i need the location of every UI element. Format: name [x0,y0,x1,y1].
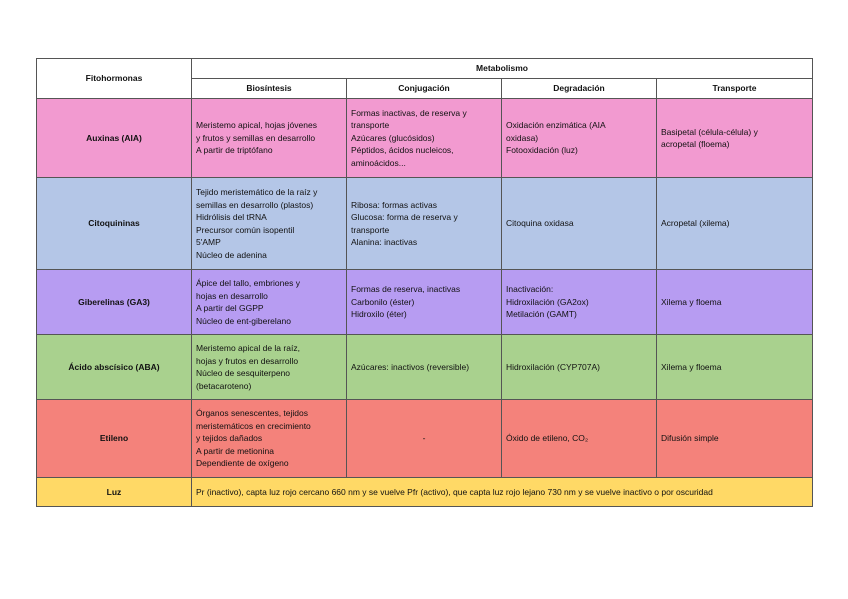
row-aba [37,335,813,400]
cell-line: Formas inactivas, de reserva y [351,107,467,118]
row-giberelinas [37,270,813,335]
cell-line: transporte [351,120,390,131]
conjugacion-cell [347,400,502,478]
biosintesis-cell [192,335,347,400]
header-transporte: Transporte [657,79,813,99]
hormone-name: Citoquininas [37,178,192,270]
row-etileno [37,400,813,478]
cell-line: Oxidación enzimática (AIA [506,120,606,131]
conjugacion-cell [347,178,502,270]
cell-line: (betacaroteno) [196,380,252,391]
header-degradacion: Degradación [502,79,657,99]
conjugacion-cell [347,270,502,335]
cell-line: acropetal (floema) [661,139,730,149]
biosintesis-cell [192,270,347,335]
cell-line: Formas de reserva, inactivas [351,284,461,295]
cell-line: A partir de triptófano [196,145,273,156]
degradacion-cell [502,335,657,400]
cell-line: - [422,433,426,444]
header-conjugacion: Conjugación [347,79,502,99]
cell-line: Tejido meristemático de la raíz y [196,187,318,197]
biosintesis-cell [192,178,347,270]
degradacion-cell [502,178,657,270]
header-metabolismo: Metabolismo [192,59,813,79]
degradacion-cell [502,99,657,178]
cell-line: hojas y frutos en desarrollo [196,355,299,366]
cell-line: Alanina: inactivas [351,237,418,247]
cell-line: Núcleo de ent-giberelano [196,315,291,326]
cell-line: Péptidos, ácidos nucleicos, [351,145,454,156]
biosintesis-cell [192,400,347,478]
cell-line: Meristemo apical de la raíz, [196,343,300,353]
cell-line: meristemáticos en crecimiento [196,420,311,431]
cell-line: Núcleo de sesquiterpeno [196,368,291,378]
cell-line: Fotooxidación (luz) [506,145,578,156]
transporte-cell [657,178,813,270]
conjugacion-cell [347,335,502,400]
cell-line: Hidroxilación (GA2ox) [506,296,589,307]
hormone-name: Giberelinas (GA3) [37,270,192,335]
cell-line: Basipetal (célula-célula) y [661,126,758,137]
cell-line: oxidasa) [506,132,539,143]
cell-line: A partir de metionina [196,445,274,456]
degradacion-cell [502,400,657,478]
cell-line: Azúcares (glucósidos) [351,132,435,143]
row-citoquininas [37,178,813,270]
cell-line: semillas en desarrollo (plastos) [196,199,314,210]
cell-line: y frutos y semillas en desarrollo [196,132,316,143]
luz-description: Pr (inactivo), capta luz rojo cercano 660 nm y se vuelve Pfr (activo), que capta luz rojo lejano 730 nm y se vuelve inactivo o por oscuridad [192,478,813,507]
degradacion-cell [502,270,657,335]
hormone-name: Ácido abscísico (ABA) [37,335,192,400]
cell-line: Metilación (GAMT) [506,309,577,320]
cell-line: Difusión simple [661,433,719,444]
cell-line: Acropetal (xilema) [661,218,730,229]
cell-line: Órganos senescentes, tejidos [196,408,308,419]
cell-line: Xilema y floema [661,296,722,307]
hormone-name-luz: Luz [37,478,192,507]
cell-line: Ribosa: formas activas [351,199,437,210]
header-fitohormonas: Fitohormonas [37,59,192,99]
header-biosintesis: Biosíntesis [192,79,347,99]
conjugacion-cell [347,99,502,178]
transporte-cell [657,270,813,335]
row-luz [37,478,813,507]
cell-line: aminoácidos... [351,157,406,168]
cell-line: A partir del GGPP [196,303,264,313]
cell-line: Núcleo de adenina [196,249,267,260]
hormone-name: Auxinas (AIA) [37,99,192,178]
transporte-cell [657,335,813,400]
cell-line: Ápice del tallo, embriones y [196,278,300,288]
cell-line: Citoquina oxidasa [506,218,574,229]
cell-line: Hidroxilación (CYP707A) [506,361,601,372]
cell-line: Hidrólisis del tRNA [196,212,267,222]
cell-line: Óxido de etileno, CO₂ [506,433,589,444]
cell-line: Hidroxilo (éter) [351,309,407,320]
cell-line: Meristemo apical, hojas jóvenes [196,120,317,131]
cell-line: Dependiente de oxígeno [196,458,289,469]
cell-line: hojas en desarrollo [196,290,268,301]
cell-line: Azúcares: inactivos (reversible) [351,361,470,372]
cell-line: Precursor común isopentil [196,224,295,235]
cell-line: Inactivación: [506,284,554,295]
row-auxinas [37,99,813,178]
cell-line: transporte [351,224,390,235]
cell-line: Glucosa: forma de reserva y [351,212,458,222]
cell-line: 5'AMP [196,237,221,247]
transporte-cell [657,99,813,178]
hormone-name: Etileno [37,400,192,478]
cell-line: Carbonilo (éster) [351,296,415,307]
fitohormonas-table [36,58,813,507]
cell-line: y tejidos dañados [196,433,263,444]
biosintesis-cell [192,99,347,178]
cell-line: Xilema y floema [661,361,722,372]
transporte-cell [657,400,813,478]
